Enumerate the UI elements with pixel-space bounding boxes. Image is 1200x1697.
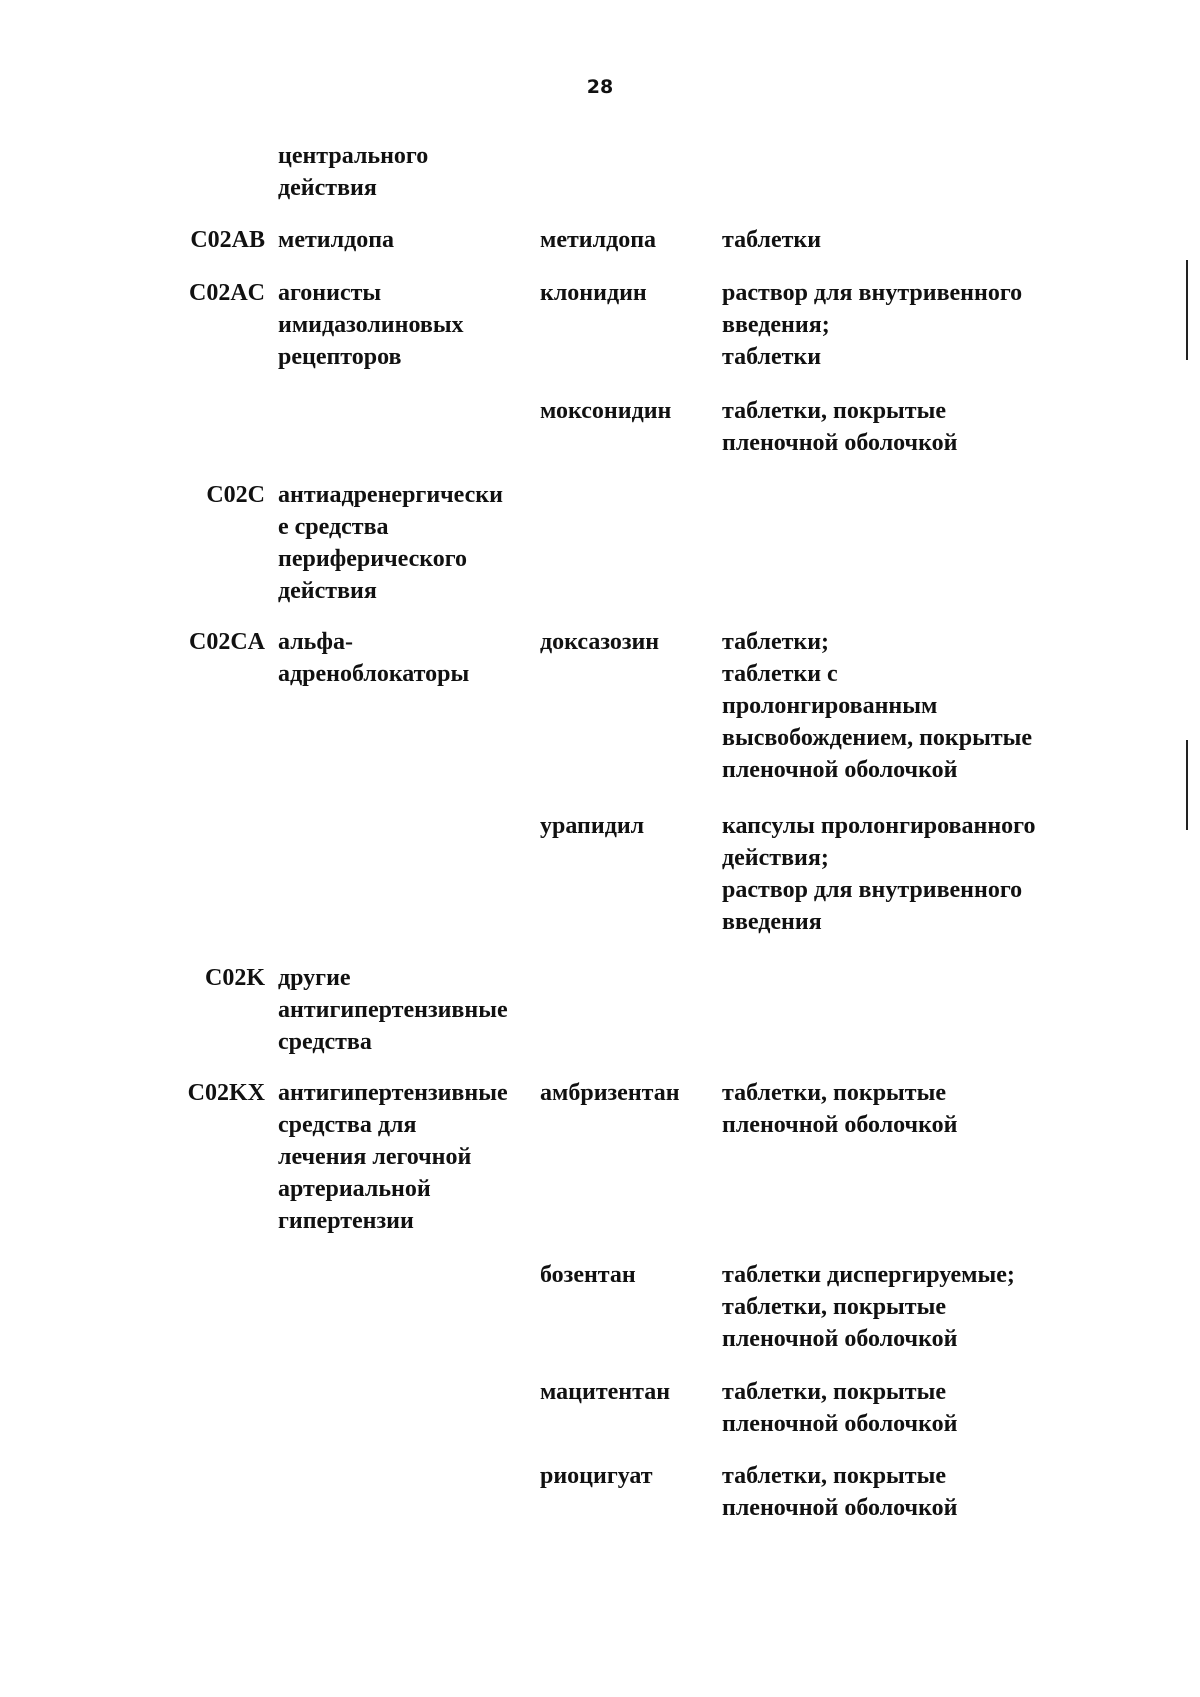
drug-name: амбризентан (540, 1080, 680, 1106)
dosage-form: таблетки, покрытые пленочной оболочкой (722, 398, 958, 456)
dosage-form: таблетки, покрытые пленочной оболочкой (722, 1080, 958, 1138)
dosage-form: таблетки (722, 227, 822, 253)
atc-code: C02C (206, 482, 265, 508)
dosage-form: таблетки; таблетки с пролонгированным высвобождением, покрытые пленочной оболочкой (722, 629, 1033, 783)
dosage-form: таблетки диспергируемые; таблетки, покрытые пленочной оболочкой (722, 1262, 1015, 1352)
pharmacological-group: альфа- адреноблокаторы (278, 629, 470, 687)
drug-name: бозентан (540, 1262, 636, 1288)
drug-name: клонидин (540, 280, 647, 306)
drug-name: моксонидин (540, 398, 672, 424)
pharmacological-group: метилдопа (278, 227, 395, 253)
dosage-form: раствор для внутривенного введения; таблетки (722, 280, 1023, 370)
scan-edge-mark (1186, 260, 1188, 360)
pharmacological-group: антигипертензивные средства для лечения легочной артериальной гипертензии (278, 1080, 508, 1234)
drug-name: риоцигуат (540, 1463, 653, 1489)
drug-name: урапидил (540, 813, 645, 839)
drug-name: доксазозин (540, 629, 660, 655)
pharmacological-group: центрального действия (278, 143, 429, 201)
atc-code: C02AC (189, 280, 265, 306)
pharmacological-group: другие антигипертензивные средства (278, 965, 508, 1055)
pharmacological-group: агонисты имидазолиновых рецепторов (278, 280, 464, 370)
drug-name: метилдопа (540, 227, 657, 253)
atc-code: C02AB (190, 227, 265, 253)
atc-code: C02CA (189, 629, 265, 655)
dosage-form: таблетки, покрытые пленочной оболочкой (722, 1379, 958, 1437)
drug-name: мацитентан (540, 1379, 671, 1405)
dosage-form: таблетки, покрытые пленочной оболочкой (722, 1463, 958, 1521)
atc-code: C02KX (187, 1080, 265, 1106)
page-number: 28 (586, 76, 614, 98)
pharmacological-group: антиадренергически е средства периферического действия (278, 482, 503, 604)
atc-code: C02K (205, 965, 265, 991)
dosage-form: капсулы пролонгированного действия; раствор для внутривенного введения (722, 813, 1036, 935)
scan-edge-mark (1186, 740, 1188, 830)
